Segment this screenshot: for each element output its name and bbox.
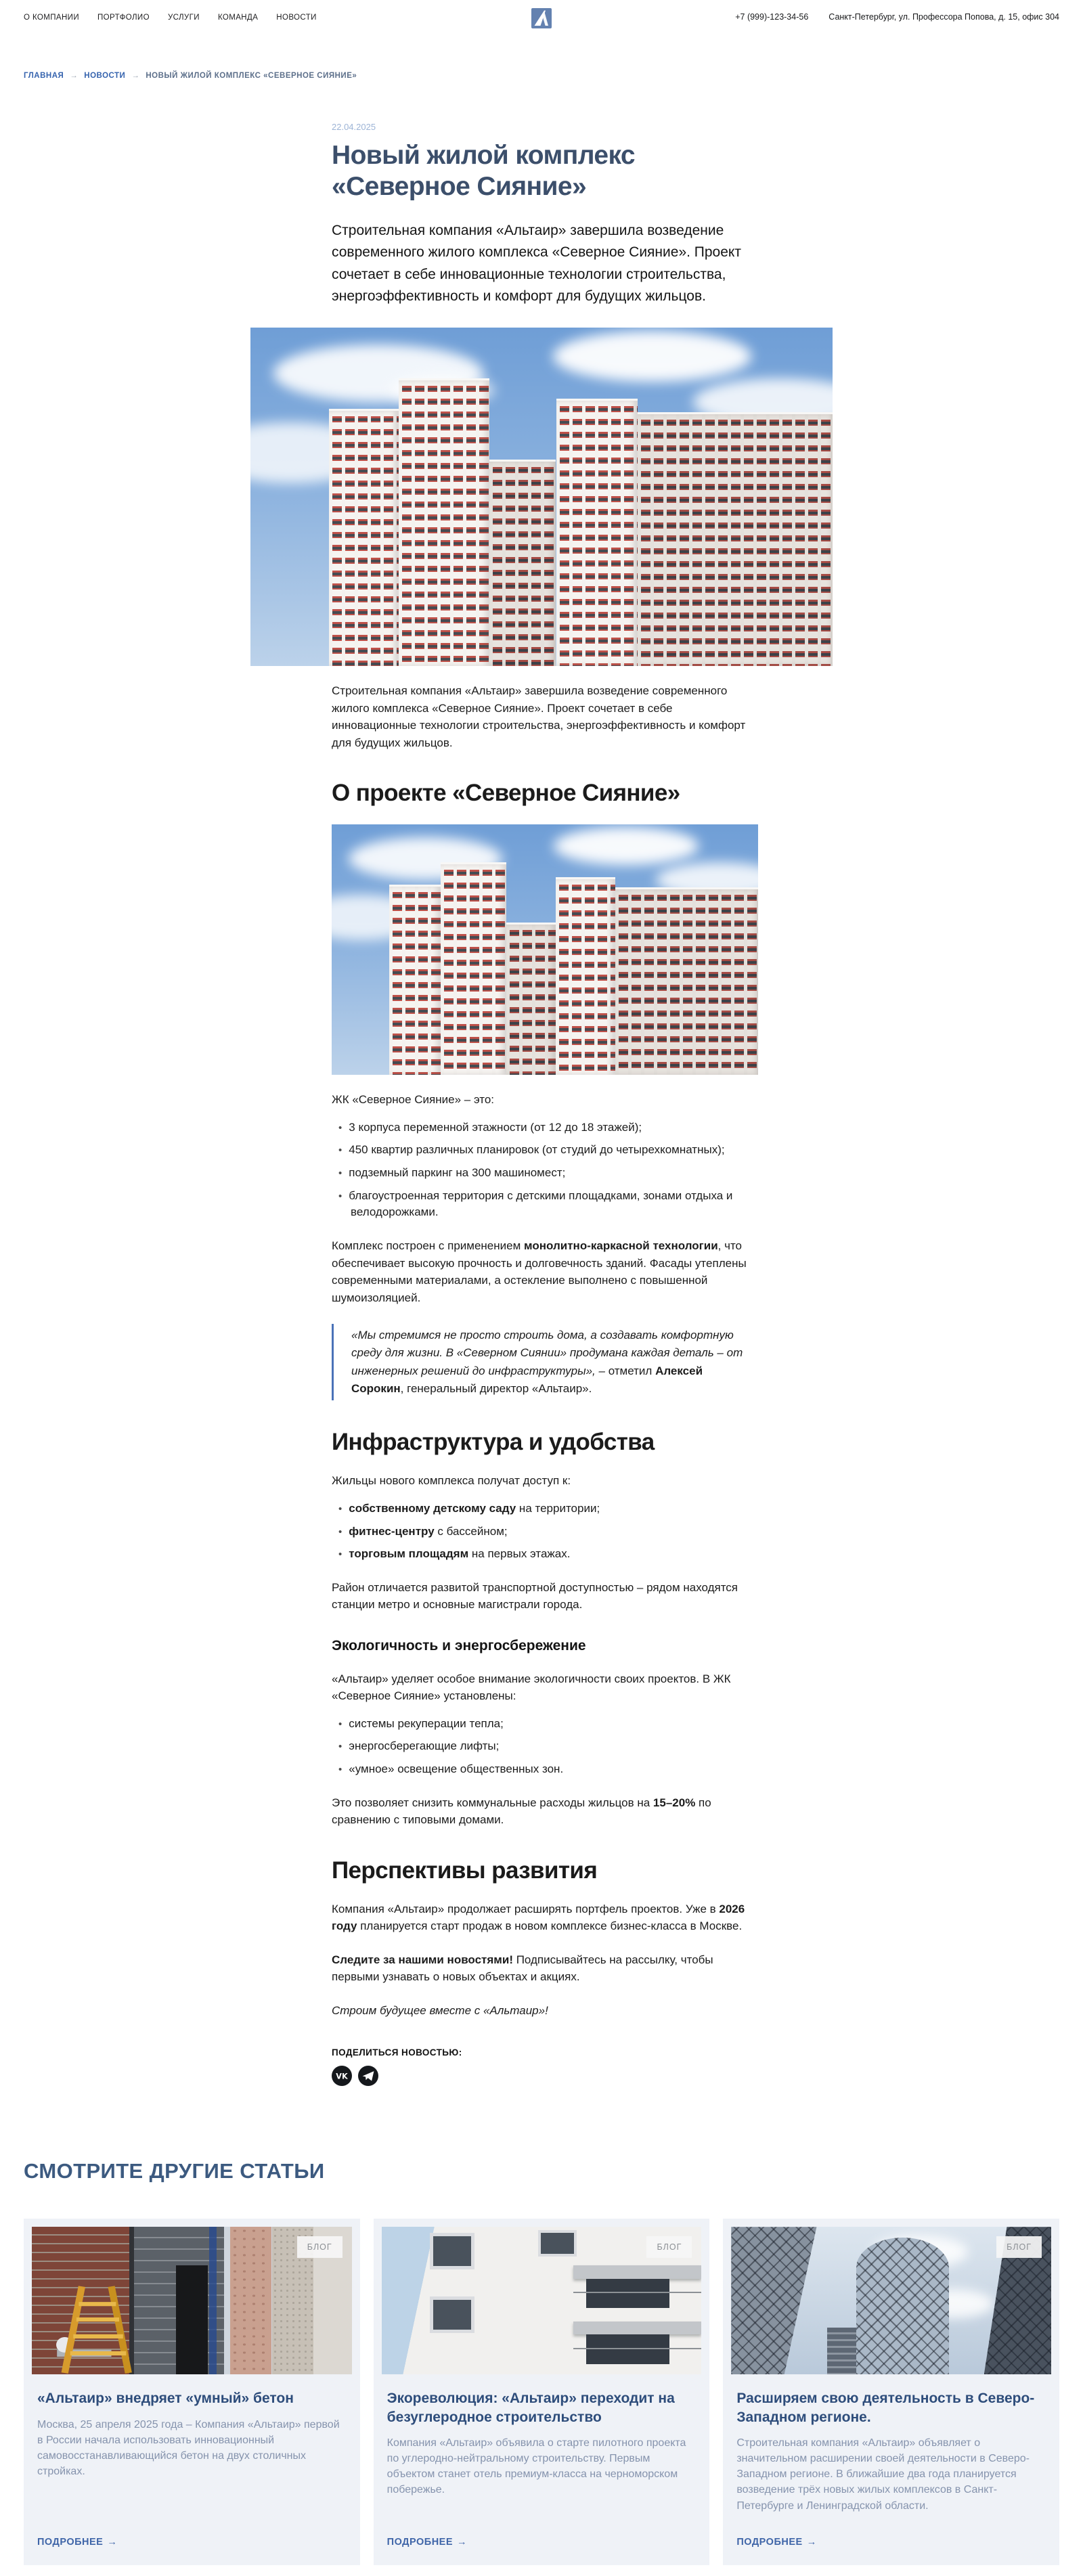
article-card-smart-concrete[interactable] <box>24 2219 360 2565</box>
company-logo-icon[interactable] <box>531 8 552 28</box>
header-contacts <box>735 12 1059 22</box>
card-title[interactable]: Расширяем свою деятельность в Северо-Западном регионе. <box>736 2391 1035 2425</box>
article-lead: Строительная компания «Альтаир» завершила возведение современного жилого комплекса «Северное Сияние». Проект сочетает в себе инновационные технологии строительства, энергоэффективность и комфорт для будущих жильцов. <box>332 223 741 305</box>
building-tower <box>556 399 638 666</box>
article <box>332 122 758 2086</box>
list-item: • собственному детскому саду на территории; <box>338 1501 758 1517</box>
balcony-glass-shape <box>586 2279 669 2309</box>
list-item: • энергосберегающие лифты; <box>338 1738 758 1755</box>
list-item: • фитнес-центру с бассейном; <box>338 1524 758 1540</box>
phone-number: +7 (999)-123-34-56 <box>735 12 809 22</box>
nav-item-portfolio[interactable]: ПОРТФОЛИО <box>97 14 150 22</box>
vk-icon[interactable] <box>332 2066 352 2086</box>
breadcrumb-arrow-icon: → <box>131 72 140 80</box>
balcony-slab-shape <box>573 2265 701 2279</box>
list-item: • торговым площадям на первых этажах. <box>338 1546 758 1563</box>
glass-tower-shape <box>856 2238 949 2375</box>
balcony-rail-shape <box>573 2292 701 2293</box>
list-item: • системы рекуперации тепла; <box>338 1716 758 1733</box>
building-tower <box>638 412 833 666</box>
article-paragraph: Следите за нашими новостями! Подписывайтесь на рассылку, чтобы первыми узнавать о новых объектах и акциях. <box>332 1953 713 1984</box>
scaffold-pole-shape <box>209 2227 216 2374</box>
card-image-white-building <box>382 2227 702 2374</box>
card-more-link[interactable]: ПОДРОБНЕЕ → <box>736 2536 817 2548</box>
cloud-shape <box>553 331 751 382</box>
nav-item-services[interactable]: УСЛУГИ <box>167 14 200 22</box>
nav-item-news[interactable]: НОВОСТИ <box>276 14 317 22</box>
card-excerpt: Москва, 25 апреля 2025 года – Компания «Альтаир» первой в России начала использовать инновационный самовосстанавливающийся бетон на двух столичных стройках. <box>37 2418 340 2478</box>
building-tower <box>556 877 615 1075</box>
list-item: • подземный паркинг на 300 машиномест; <box>338 1165 758 1182</box>
window-shape <box>538 2230 577 2257</box>
article-card-eco-revolution[interactable] <box>374 2219 710 2565</box>
share-label: ПОДЕЛИТЬСЯ НОВОСТЬЮ: <box>332 2047 462 2058</box>
breadcrumb-current: НОВЫЙ ЖИЛОЙ КОМПЛЕКС «СЕВЕРНОЕ СИЯНИЕ» <box>146 72 357 80</box>
share-buttons <box>332 2066 758 2086</box>
card-excerpt: Строительная компания «Альтаир» объявляет о значительном расширении своей деятельности в Северо-Западном регионе. В ближайшие два года планируется возведение трёх новых жилых комплексов в Санкт-Петербурге и Ленинградской области. <box>736 2437 1030 2512</box>
list-item: • «умное» освещение общественных зон. <box>338 1761 758 1778</box>
balcony-glass-shape <box>586 2334 669 2364</box>
subsection-heading-ecology: Экологичность и энергосбережение <box>332 1637 586 1653</box>
breadcrumb-news[interactable]: НОВОСТИ <box>84 72 126 80</box>
cloud-shape <box>554 827 699 865</box>
building-tower <box>389 885 441 1075</box>
telegram-icon[interactable] <box>358 2066 378 2086</box>
card-title[interactable]: «Альтаир» внедряет «умный» бетон <box>37 2391 294 2407</box>
list-item: • 450 квартир различных планировок (от студий до четырехкомнатных); <box>338 1142 758 1159</box>
director-quote: «Мы стремимся не просто строить дома, а создавать комфортную среду для жизни. В «Северном Сиянии» продумана каждая деталь – от инженерных решений до инфраструктуры», – отметил Алексей Сорокин, генеральный директор «Альтаир». <box>332 1324 758 1400</box>
list-intro: «Альтаир» уделяет особое внимание экологичности своих проектов. В ЖК «Северное Сияние» установлены: <box>332 1672 731 1703</box>
breadcrumb-home[interactable]: ГЛАВНАЯ <box>24 72 64 80</box>
blog-badge: БЛОГ <box>297 2236 342 2258</box>
page-title: Новый жилой комплекс «Северное Сияние» <box>332 141 635 202</box>
window-shape <box>430 2233 474 2270</box>
blog-badge: БЛОГ <box>646 2236 692 2258</box>
more-articles-heading: СМОТРИТЕ ДРУГИЕ СТАТЬИ <box>24 2159 325 2183</box>
building-tower <box>329 409 399 666</box>
breadcrumb-arrow-icon: → <box>70 72 79 80</box>
about-bullet-list <box>332 1119 758 1221</box>
balcony-rail-shape <box>573 2348 701 2349</box>
building-tower <box>441 862 507 1075</box>
ladder-shape <box>51 2283 160 2374</box>
site-header <box>0 0 1083 41</box>
card-image-construction <box>32 2227 352 2374</box>
list-intro: ЖК «Северное Сияние» – это: <box>332 1093 495 1107</box>
more-articles-section <box>0 2159 1083 2576</box>
section-heading-prospects: Перспективы развития <box>332 1857 598 1884</box>
section-heading-infrastructure: Инфраструктура и удобства <box>332 1429 655 1456</box>
article-paragraph: Это позволяет снизить коммунальные расходы жильцов на 15–20% по сравнению с типовыми домами. <box>332 1796 711 1827</box>
doorway-shape <box>176 2265 208 2374</box>
card-more-link[interactable]: ПОДРОБНЕЕ → <box>386 2536 468 2548</box>
list-intro: Жильцы нового комплекса получат доступ к: <box>332 1474 571 1488</box>
list-item: • 3 корпуса переменной этажности (от 12 до 18 этажей); <box>338 1119 758 1136</box>
card-title[interactable]: Экореволюция: «Альтаир» переходит на безуглеродное строительство <box>386 2391 675 2425</box>
arrow-right-icon: → <box>107 2536 118 2548</box>
article-inline-image <box>332 824 758 1075</box>
building-tower <box>506 923 555 1075</box>
balcony-slab-shape <box>573 2322 701 2335</box>
article-paragraph: Компания «Альтаир» продолжает расширять портфель проектов. Уже в 2026 году планируется старт продаж в новом комплексе бизнес-класса в Москве. <box>332 1902 745 1933</box>
arrow-right-icon: → <box>806 2536 817 2548</box>
building-tower <box>489 460 556 666</box>
card-more-link[interactable]: ПОДРОБНЕЕ → <box>37 2536 118 2548</box>
nav-item-about[interactable]: О КОМПАНИИ <box>24 14 80 22</box>
infrastructure-bullet-list <box>332 1501 758 1563</box>
office-address: Санкт-Петербург, ул. Профессора Попова, д. 15, офис 304 <box>828 12 1059 22</box>
publish-date: 22.04.2025 <box>332 122 376 132</box>
plaster-column-shape <box>230 2227 271 2374</box>
window-shape <box>430 2296 474 2334</box>
building-tower <box>615 887 758 1075</box>
blog-badge: БЛОГ <box>996 2236 1042 2258</box>
breadcrumb <box>24 72 1059 80</box>
nav-item-team[interactable]: КОМАНДА <box>217 14 259 22</box>
article-slogan: Строим будущее вместе с «Альтаир»! <box>332 2003 548 2017</box>
section-heading-about: О проекте «Северное Сияние» <box>332 780 680 807</box>
article-hero-image <box>250 328 833 666</box>
card-image-skyscrapers <box>731 2227 1051 2374</box>
building-tower <box>399 378 489 666</box>
article-card-northwest-region[interactable] <box>723 2219 1059 2565</box>
article-paragraph: Район отличается развитой транспортной доступностью – рядом находятся станции метро и основные магистрали города. <box>332 1580 738 1612</box>
article-paragraph: Строительная компания «Альтаир» завершила возведение современного жилого комплекса «Северное Сияние». Проект сочетает в себе инновационные технологии строительства, энергоэффективность и комфорт для будущих жильцов. <box>332 684 746 749</box>
list-item: • благоустроенная территория с детскими площадками, зонами отдыха и велодорожками. <box>338 1188 758 1221</box>
article-paragraph: Комплекс построен с применением монолитно-каркасной технологии, что обеспечивает высокую прочность и долговечность зданий. Фасады утеплены современными материалами, а остекление выполнено с повышенной шумоизоляцией. <box>332 1239 747 1304</box>
article-cards <box>24 2219 1059 2565</box>
arrow-right-icon: → <box>457 2536 468 2548</box>
ecology-bullet-list <box>332 1716 758 1778</box>
svg-text:VK: VK <box>336 2072 348 2081</box>
card-excerpt: Компания «Альтаир» объявила о старте пилотного проекта по углеродно-нейтральному строительству. Первым объектом станет отель премиум-класса на черноморском побережье. <box>386 2437 686 2496</box>
